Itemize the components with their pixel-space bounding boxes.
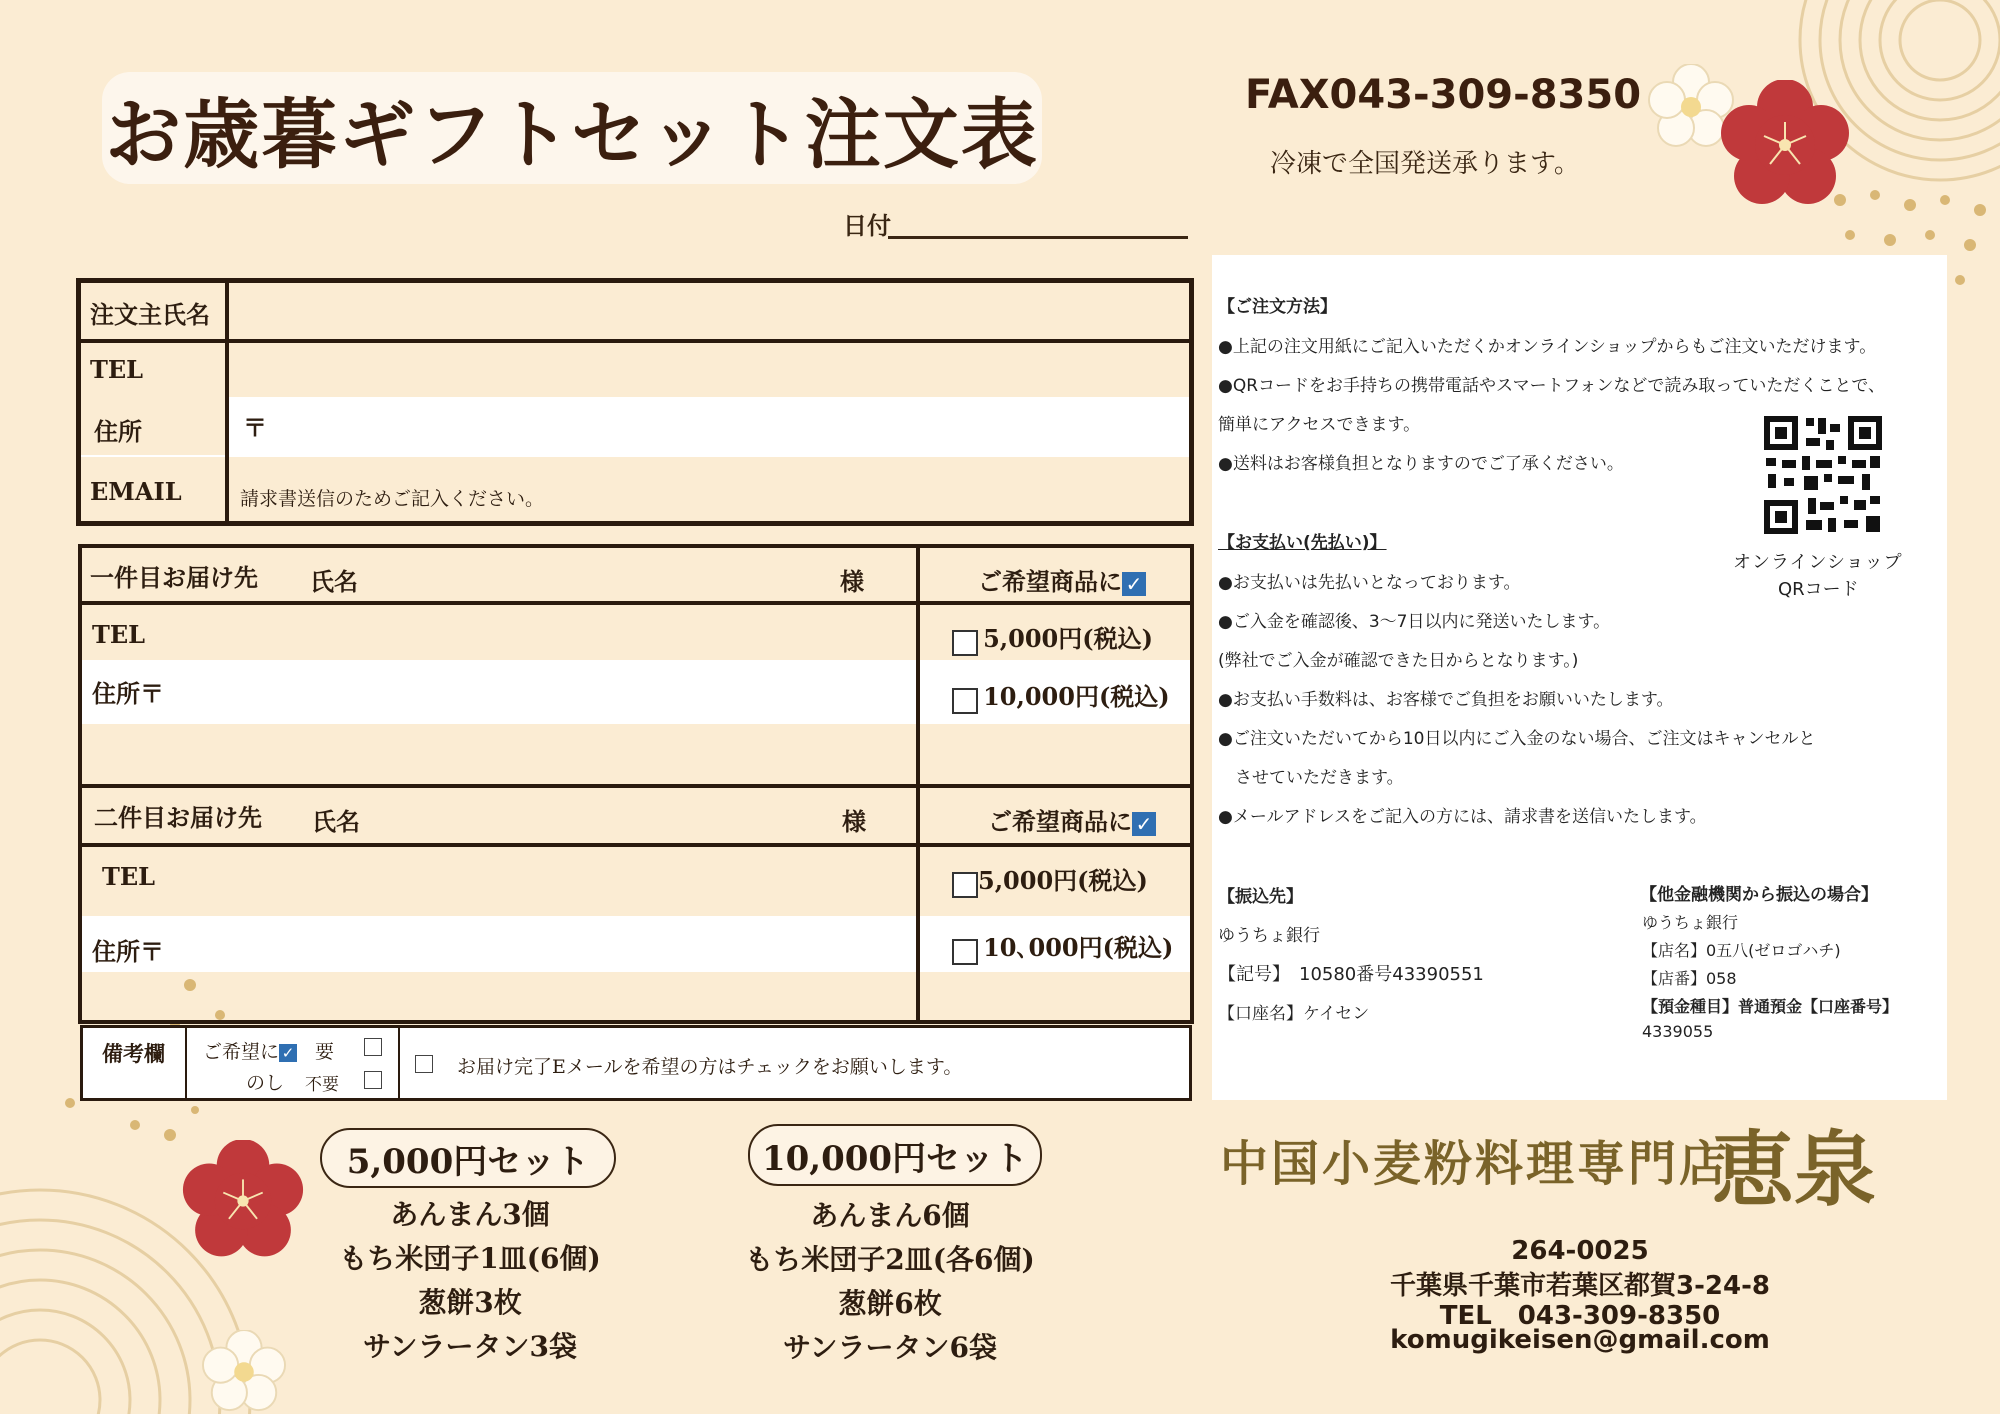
- payment-line: ●メールアドレスをご記入の方には、請求書を送信いたします。: [1218, 807, 1707, 827]
- checkbox[interactable]: [952, 872, 978, 898]
- delivery1-tel-input[interactable]: [160, 612, 900, 656]
- shop-address: 千葉県千葉市若葉区都賀3-24-8: [1390, 1271, 1770, 1301]
- delivery1-honorific: 様: [840, 567, 864, 596]
- checkmark-icon: ✓: [1132, 812, 1156, 836]
- order-line: ●上記の注文用紙にご記入いただくかオンラインショップからもご注文いただけます。: [1218, 337, 1877, 357]
- delivery-divider: [78, 784, 1194, 788]
- delivery-divider: [82, 601, 1190, 605]
- date-label: 日付: [843, 211, 891, 240]
- orderer-row-divider: [81, 339, 1189, 343]
- white-blossom-icon: [202, 1330, 286, 1414]
- delivery1-name-input[interactable]: [370, 552, 830, 596]
- delivery1-title: 一件目お届け先: [90, 563, 258, 592]
- delivery2-address-label: 住所〒: [92, 937, 164, 966]
- set-10000-item: サンラータン6袋: [782, 1331, 998, 1364]
- plum-blossom-icon: [182, 1140, 304, 1262]
- delivery2-product-header-text: ご希望商品に: [988, 807, 1132, 836]
- option-label: 10,000円(税込): [983, 682, 1170, 711]
- bank-line: 【記号】 10580番号43390551: [1218, 964, 1484, 985]
- checkmark-icon: ✓: [279, 1044, 297, 1062]
- delivery1-name-label: 氏名: [310, 567, 358, 596]
- other-bank-line: 【店名】0五八(ゼロゴハチ): [1642, 941, 1841, 960]
- delivery2-name-input[interactable]: [372, 792, 832, 836]
- set-10000-item: もち米団子2皿(各6個): [745, 1243, 1035, 1276]
- order-line: 簡単にアクセスできます。: [1218, 415, 1421, 435]
- remarks-divider: [398, 1025, 400, 1101]
- payment-line: (弊社でご入金が確認できた日からとなります。): [1218, 651, 1579, 671]
- delivery-divider: [82, 843, 1190, 847]
- shop-email[interactable]: komugikeisen@gmail.com: [1390, 1325, 1770, 1355]
- payment-title: 【お支払い(先払い)】: [1218, 533, 1387, 553]
- delivery2-address-input[interactable]: [170, 920, 900, 1014]
- orderer-name-label: 注文主氏名: [90, 300, 210, 329]
- noshi-prefix: [203, 1037, 297, 1064]
- delivery1-option-5000[interactable]: [952, 619, 1153, 656]
- delivery2-honorific: 様: [842, 807, 866, 836]
- other-bank-title: 【他金融機関から振込の場合】: [1640, 885, 1878, 905]
- set-5000-pill: 5,000円セット: [320, 1128, 616, 1188]
- orderer-name-input[interactable]: [232, 285, 1182, 337]
- noshi-need-label: 要: [315, 1041, 335, 1063]
- payment-line: ●お支払い手数料は、お客様でご負担をお願いいたします。: [1218, 690, 1674, 710]
- set-10000-item: 葱餅6枚: [838, 1287, 942, 1320]
- qr-code-icon[interactable]: [1758, 410, 1888, 540]
- checkbox[interactable]: [952, 939, 978, 965]
- payment-line: させていただきます。: [1218, 768, 1404, 788]
- shop-name: 中国小麦粉料理専門店: [1220, 1136, 1731, 1192]
- option-label: 10､000円(税込): [983, 933, 1174, 962]
- other-bank-line: 【預金種目】普通預金【口座番号】: [1642, 997, 1899, 1016]
- delivery2-name-label: 氏名: [312, 807, 360, 836]
- other-bank-line: 4339055: [1642, 1022, 1714, 1041]
- delivery1-address-input[interactable]: [170, 664, 900, 774]
- delivery2-tel-label: TEL: [102, 862, 156, 891]
- qr-caption: QRコード: [1778, 579, 1859, 600]
- checkbox[interactable]: [952, 688, 978, 714]
- shop-postal: 264-0025: [1511, 1236, 1649, 1266]
- orderer-email-input[interactable]: [640, 462, 1180, 516]
- fax-note: 冷凍で全国発送承ります。: [1270, 149, 1580, 179]
- noshi-need-checkbox[interactable]: [364, 1038, 382, 1056]
- payment-line: ●お支払いは先払いとなっております。: [1218, 573, 1521, 593]
- set-10000-pill: 10,000円セット: [748, 1124, 1042, 1186]
- set-10000-item: あんまん6個: [810, 1199, 970, 1232]
- other-bank-line: ゆうちょ銀行: [1642, 913, 1739, 932]
- delivery1-tel-label: TEL: [92, 620, 146, 649]
- fax-number: FAX043-309-8350: [1245, 72, 1642, 118]
- email-complete-checkbox[interactable]: [415, 1055, 433, 1073]
- set-5000-item: あんまん3個: [390, 1198, 550, 1231]
- order-method-title: 【ご注文方法】: [1218, 297, 1337, 317]
- delivery2-option-10000[interactable]: [952, 928, 1173, 965]
- delivery1-option-10000[interactable]: [952, 677, 1170, 714]
- shop-brand-logo: 恵泉: [1712, 1122, 1877, 1218]
- orderer-column-divider: [225, 283, 229, 521]
- order-line: ●送料はお客様負担となりますのでご了承ください。: [1218, 454, 1624, 474]
- checkmark-icon: ✓: [1122, 572, 1146, 596]
- page-title: お歳暮ギフトセット注文表: [105, 89, 1039, 179]
- payment-line: ●ご入金を確認後、3〜7日以内に発送いたします。: [1218, 612, 1611, 632]
- bank-line: 【口座名】ケイセン: [1218, 1004, 1370, 1024]
- delivery1-address-label: 住所〒: [92, 679, 164, 708]
- orderer-tel-input[interactable]: [232, 345, 1182, 395]
- payment-line: ●ご注文いただいてから10日以内にご入金のない場合、ご注文はキャンセルと: [1218, 729, 1816, 749]
- email-note: 請求書送信のためご記入ください。: [240, 488, 545, 510]
- checkbox[interactable]: [952, 630, 978, 656]
- set-5000-item: もち米団子1皿(6個): [339, 1242, 601, 1275]
- plum-blossom-icon: [1720, 80, 1850, 210]
- bank-title: 【振込先】: [1218, 887, 1303, 907]
- noshi-not-need-label: 不要: [305, 1075, 339, 1095]
- delivery2-option-5000[interactable]: [952, 861, 1148, 898]
- noshi-not-need-checkbox[interactable]: [364, 1071, 382, 1089]
- delivery2-title: 二件目お届け先: [94, 803, 262, 832]
- shop-tel: TEL 043-309-8350: [1439, 1301, 1721, 1331]
- noshi-label: のし: [246, 1072, 285, 1094]
- orderer-address-input[interactable]: [275, 400, 1180, 454]
- set-5000-item: 葱餅3枚: [418, 1286, 522, 1319]
- delivery2-product-header: [988, 802, 1156, 837]
- delivery1-product-header-text: ご希望商品に: [978, 567, 1122, 596]
- date-field[interactable]: [888, 236, 1188, 239]
- orderer-tel-label: TEL: [90, 355, 144, 384]
- remarks-label: 備考欄: [102, 1041, 165, 1066]
- option-label: 5,000円(税込): [983, 624, 1153, 653]
- delivery1-product-header: [978, 562, 1146, 597]
- delivery2-tel-input[interactable]: [170, 854, 900, 904]
- orderer-email-label: EMAIL: [90, 477, 182, 506]
- email-complete-text: お届け完了Eメールを希望の方はチェックをお願いします。: [457, 1056, 963, 1078]
- remarks-divider: [185, 1025, 187, 1101]
- option-label: 5,000円(税込): [978, 866, 1148, 895]
- other-bank-line: 【店番】058: [1642, 969, 1737, 988]
- orderer-row-divider: [81, 455, 1189, 457]
- order-line: ●QRコードをお手持ちの携帯電話やスマートフォンなどで読み取っていただくことで、: [1218, 376, 1885, 396]
- set-5000-item: サンラータン3袋: [362, 1330, 578, 1363]
- orderer-address-label: 住所: [94, 417, 142, 446]
- bank-line: ゆうちょ銀行: [1218, 926, 1320, 946]
- noshi-prefix-text: ご希望に: [203, 1041, 280, 1063]
- qr-caption: オンラインショップ: [1733, 552, 1903, 573]
- postal-mark: 〒: [243, 413, 267, 442]
